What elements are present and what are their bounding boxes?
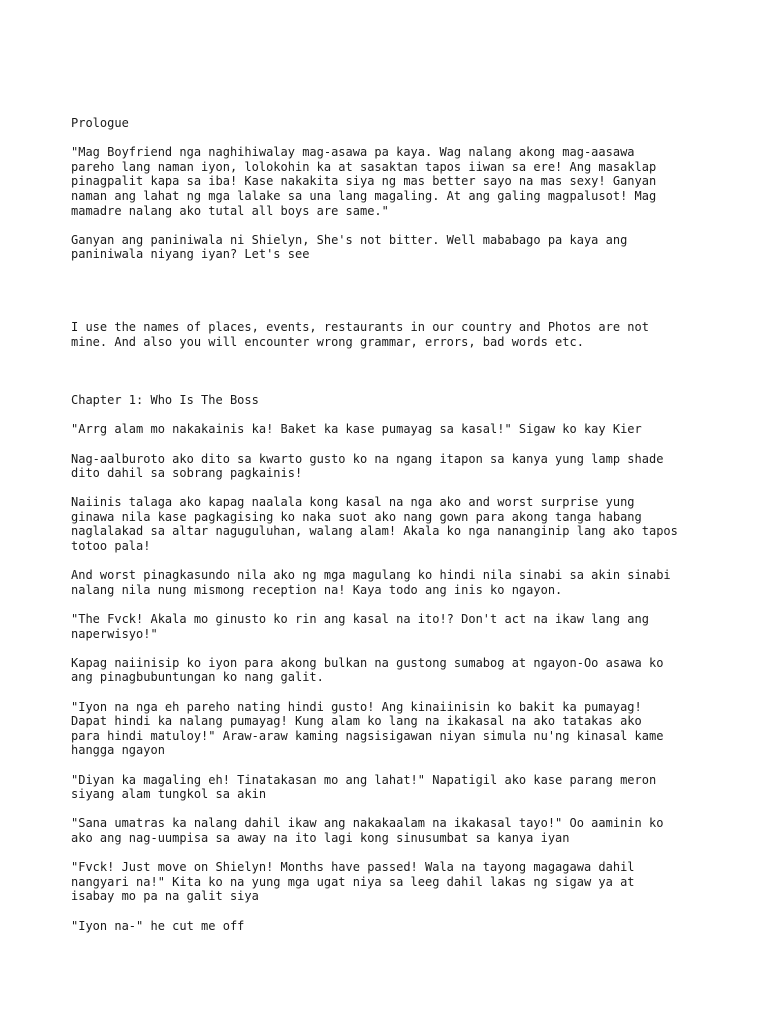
prologue-title: Prologue [71,116,129,130]
prologue-paragraph: Ganyan ang paniniwala ni Shielyn, She's not bitter. Well mababago pa kaya ang paniniwala niyang iyan? Let's see [71,232,628,262]
story-paragraph: "Sana umatras ka nalang dahil ikaw ang nakakaalam na ikakasal tayo!" Oo aaminin ko ako ang nag-uumpisa sa away na ito lagi kong sinusumbat sa kanya iyan [71,816,664,845]
chapter-title: Chapter 1: Who Is The Boss [71,393,259,408]
story-paragraph: Nag-aalburoto ako dito sa kwarto gusto ko na ngang itapon sa kanya yung lamp shade dito dahil sa sobrang pagkainis! [71,451,664,481]
document-page [71,116,711,948]
prologue-paragraph: "Mag Boyfriend nga naghihiwalay mag-asawa pa kaya. Wag nalang akong mag-aasawa pareho lang naman iyon, lolokohin ka at sasaktan tapos iiwan sa ere! Ang masaklap pinagpalit kapa sa iba! Kase nakakita siya ng mas better sayo na mas sexy! Ganyan naman ang lahat ng mga lalake sa una lang magaling. At ang galing magpalusot! Mag mamadre nalang ako tutal all boys are same." [71,145,657,218]
story-paragraph: Naiinis talaga ako kapag naalala kong kasal na nga ako and worst surprise yung ginawa nila kase pagkagising ko naka suot ako nang gown para akong tanga habang naglalakad sa altar naguguluhan, walang alam! Akala ko nga nananginip lang ako tapos totoo pala! [71,495,678,554]
story-paragraph: "Iyon na nga eh pareho nating hindi gusto! Ang kinaiinisin ko bakit ka pumayag! Dapat hindi ka nalang pumayag! Kung alam ko lang na ikakasal na ako tatakas ako para hindi matuloy!" Araw-araw kaming nagsisigawan niyan simula nu'ng kinasal kame hangga ngayon [71,699,664,758]
story-paragraph: "The Fvck! Akala mo ginusto ko rin ang kasal na ito!? Don't act na ikaw lang ang naperwisyo!" [71,612,649,641]
story-paragraph: Kapag naiinisip ko iyon para akong bulkan na gustong sumabog at ngayon-Oo asawa ko ang pinagbubuntungan ko nang galit. [71,655,664,685]
story-paragraph: "Arrg alam mo nakakainis ka! Baket ka kase pumayag sa kasal!" Sigaw ko kay Kier [71,422,642,437]
story-paragraph: And worst pinagkasundo nila ako ng mga magulang ko hindi nila sinabi sa akin sinabi nalang nila nung mismong reception na! Kaya todo ang inis ko ngayon. [71,568,671,597]
story-paragraph: "Diyan ka magaling eh! Tinatakasan mo ang lahat!" Napatigil ako kase parang meron siyang alam tungkol sa akin [71,772,657,802]
disclaimer-paragraph: I use the names of places, events, restaurants in our country and Photos are not mine. And also you will encounter wrong grammar, errors, bad words etc. [71,319,649,349]
story-paragraph: "Iyon na-" he cut me off [71,918,245,933]
story-paragraph: "Fvck! Just move on Shielyn! Months have passed! Wala na tayong magagawa dahil nangyari na!" Kita ko na yung mga ugat niya sa leeg dahil lakas ng sigaw ya at isabay mo pa na galit siya [71,860,635,904]
